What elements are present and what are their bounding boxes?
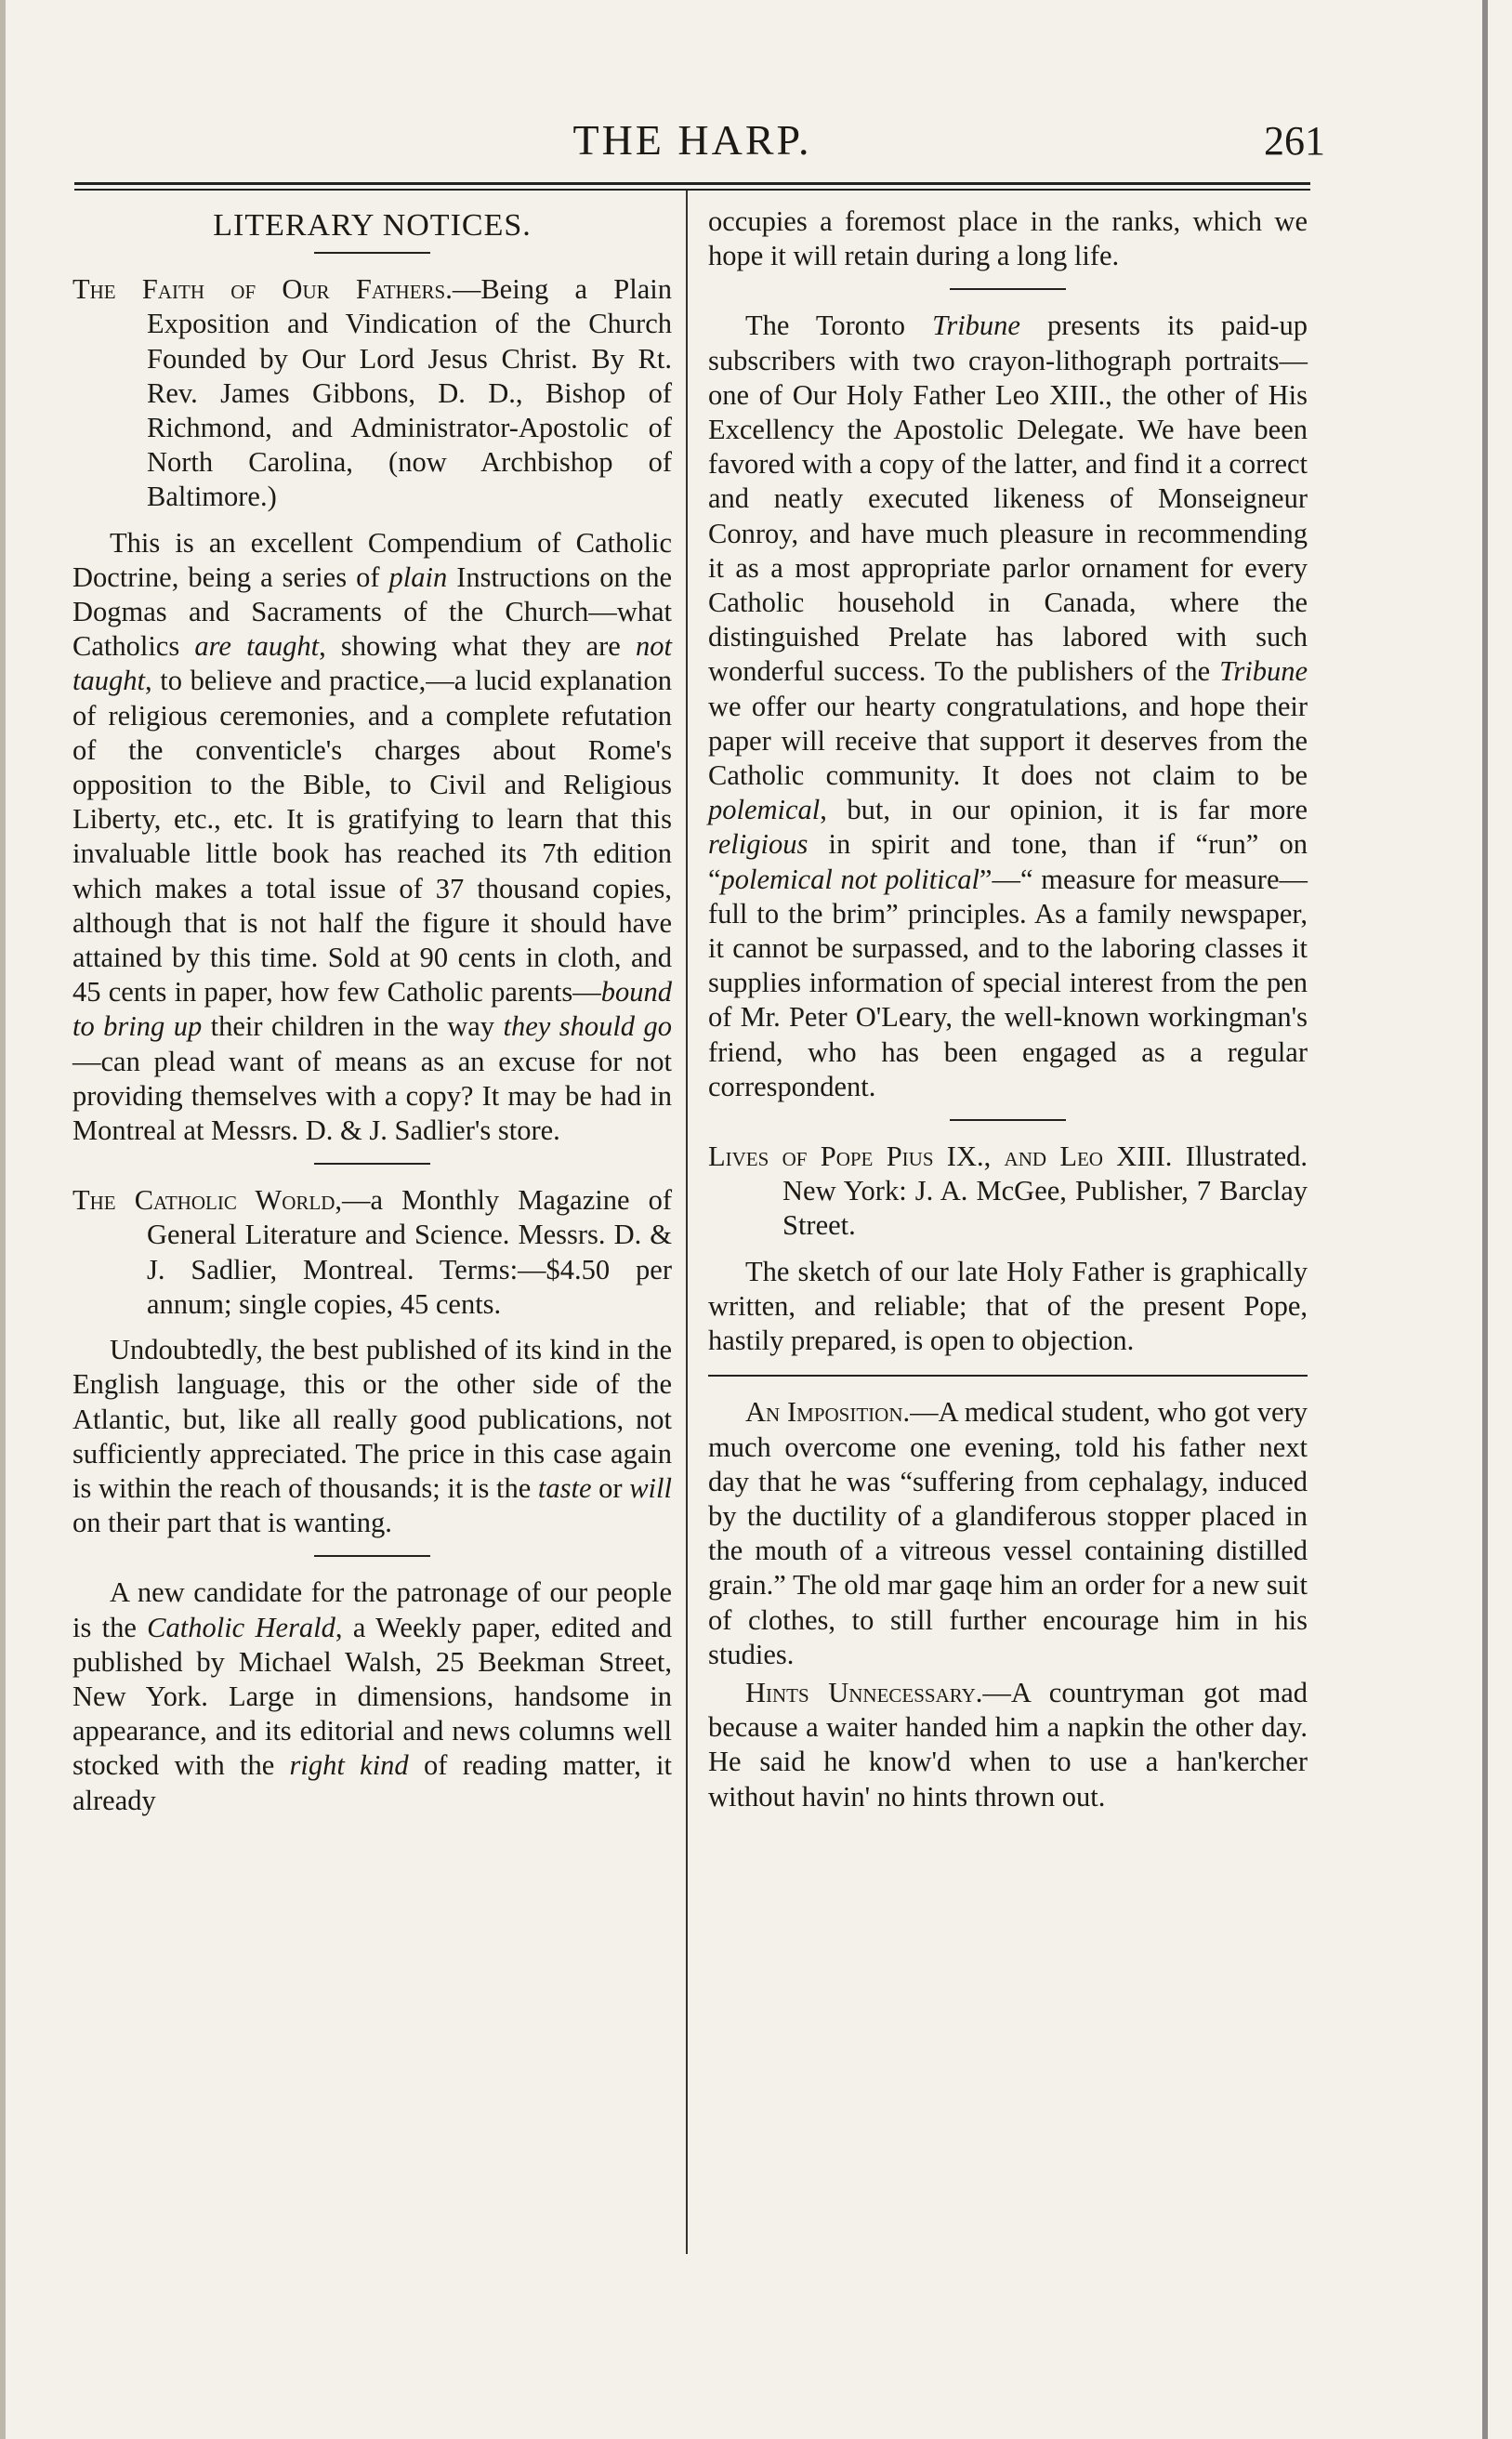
header-rule-top: [74, 182, 1310, 185]
right-column: [708, 204, 1308, 1818]
faith-text: —Being a Plain Exposition and Vindication of the Church Founded by Our Lord Jesus Christ. By Rt. Rev. James Gibbons, D. D., Bishop of Richmond, and Administrator-Apostolic of North Carolina, (now Archbishop of Baltimore.): [147, 273, 672, 513]
binding-edge: [1482, 0, 1488, 2439]
section-divider: [314, 1163, 430, 1165]
tribune-review: The Toronto Tribune presents its paid-up subscribers with two crayon-lithograph portraits—one of Our Holy Father Leo XIII., the other of His Excellency the Apostolic Delegate. We have been favored with a copy of the latter, and find it a correct and neatly executed likeness of Monseigneur Conroy, and have much pleasure in recommending it as a most appropriate parlor ornament for every Catholic household in Canada, where the distinguished Prelate has labored with such wonderful success. To the publishers of the Tribune we offer our hearty congratulations, and hope their paper will receive that support it deserves from the Catholic community. It does not claim to be polemical, but, in our opinion, it is far more religious in spirit and tone, than if “run” on “polemical not political”—“ measure for measure—full to the brim” principles. As a family newspaper, it cannot be surpassed, and to the laboring classes it supplies information of special interest from the pen of Mr. Peter O'Leary, the well-known workingman's friend, who has been engaged as a regular correspondent.: [708, 310, 1308, 1102]
section-divider: [314, 1555, 430, 1557]
section-divider: [950, 288, 1066, 290]
left-column: [72, 204, 672, 1822]
faith-review: This is an excellent Compendium of Catholic Doctrine, being a series of plain Instructions on the Dogmas and Sacraments of the Church—what Catholics are taught, showing what they are not taught, to believe and practice,—a lucid explanation of religious ceremonies, and a complete refutation of the conventicle's charges about Rome's opposition to the Bible, to Civil and Religious Liberty, etc., etc. It is gratifying to learn that this invaluable little book has reached its 7th edition which makes a total issue of 37 thousand copies, although that is not half the figure it should have attained by this time. Sold at 90 cents in cloth, and 45 cents in paper, how few Catholic parents—bound to bring up their children in the way they should go—can plead want of means as an excuse for not providing themselves with a copy? It may be had in Montreal at Messrs. D. & J. Sadlier's store.: [72, 526, 672, 1147]
hints-title: Hints Unnecessary.: [745, 1676, 983, 1708]
faith-title: The Faith of Our Fathers.: [72, 273, 453, 306]
lives-of-popes-review: The sketch of our late Holy Father is graphically written, and reliable; that of the present Pope, hastily prepared, is open to objection.: [708, 1255, 1308, 1357]
page-number: 261: [1264, 118, 1325, 164]
page-edge-shadow: [0, 0, 6, 2439]
section-divider: [314, 252, 430, 254]
catholic-herald-continued: occupies a foremost place in the ranks, which we hope it will retain during a long life.: [708, 205, 1308, 272]
catholic-world-text: —a Monthly Magazine of General Literature and Science. Messrs. D. & J. Sadlier, Montreal. Terms:—$4.50 per annum; single copies, 45 cents.: [147, 1184, 672, 1320]
header-rule-bottom: [74, 189, 1310, 191]
imposition-anecdote: An Imposition.—A medical student, who got very much overcome one evening, told his father next day that he was “suffering from cephalagy, induced by the ductility of a glandiferous stopper placed in the mouth of a vitreous vessel containing distilled grain.” The old mar gaqe him an order for a new suit of clothes, to still further encourage him in his studies.: [708, 1396, 1308, 1670]
lives-of-popes-notice: [708, 1140, 1308, 1244]
faith-notice: [72, 272, 672, 514]
lives-of-popes-title: Lives of Pope Pius IX., and Leo XIII.: [708, 1140, 1173, 1173]
imposition-title: An Imposition.: [745, 1396, 911, 1429]
page-header: [74, 112, 1325, 186]
section-heading: LITERARY NOTICES.: [213, 208, 532, 243]
section-divider: [950, 1119, 1066, 1121]
lives-of-popes-text: Illustrated. New York: J. A. McGee, Publisher, 7 Barclay Street.: [782, 1140, 1308, 1242]
hints-anecdote: Hints Unnecessary.—A countryman got mad because a waiter handed him a napkin the other day. He said he know'd when to use a han'kercher without havin' no hints thrown out.: [708, 1676, 1308, 1813]
catholic-world-notice: [72, 1183, 672, 1322]
section-divider-full: [708, 1375, 1308, 1377]
column-divider: [686, 191, 688, 2254]
catholic-herald-review: A new candidate for the patronage of our people is the Catholic Herald, a Weekly paper, edited and published by Michael Walsh, 25 Beekman Street, New York. Large in dimensions, handsome in appearance, and its editorial and news columns well stocked with the right kind of reading matter, it already: [72, 1576, 673, 1816]
catholic-world-review: Undoubtedly, the best published of its kind in the English language, this or the other side of the Atlantic, but, like all really good publications, not sufficiently appreciated. The price in this case again is within the reach of thousands; it is the taste or will on their part that is wanting.: [72, 1334, 672, 1539]
catholic-world-title: The Catholic World,: [72, 1184, 342, 1217]
publication-title: THE HARP.: [572, 116, 812, 164]
